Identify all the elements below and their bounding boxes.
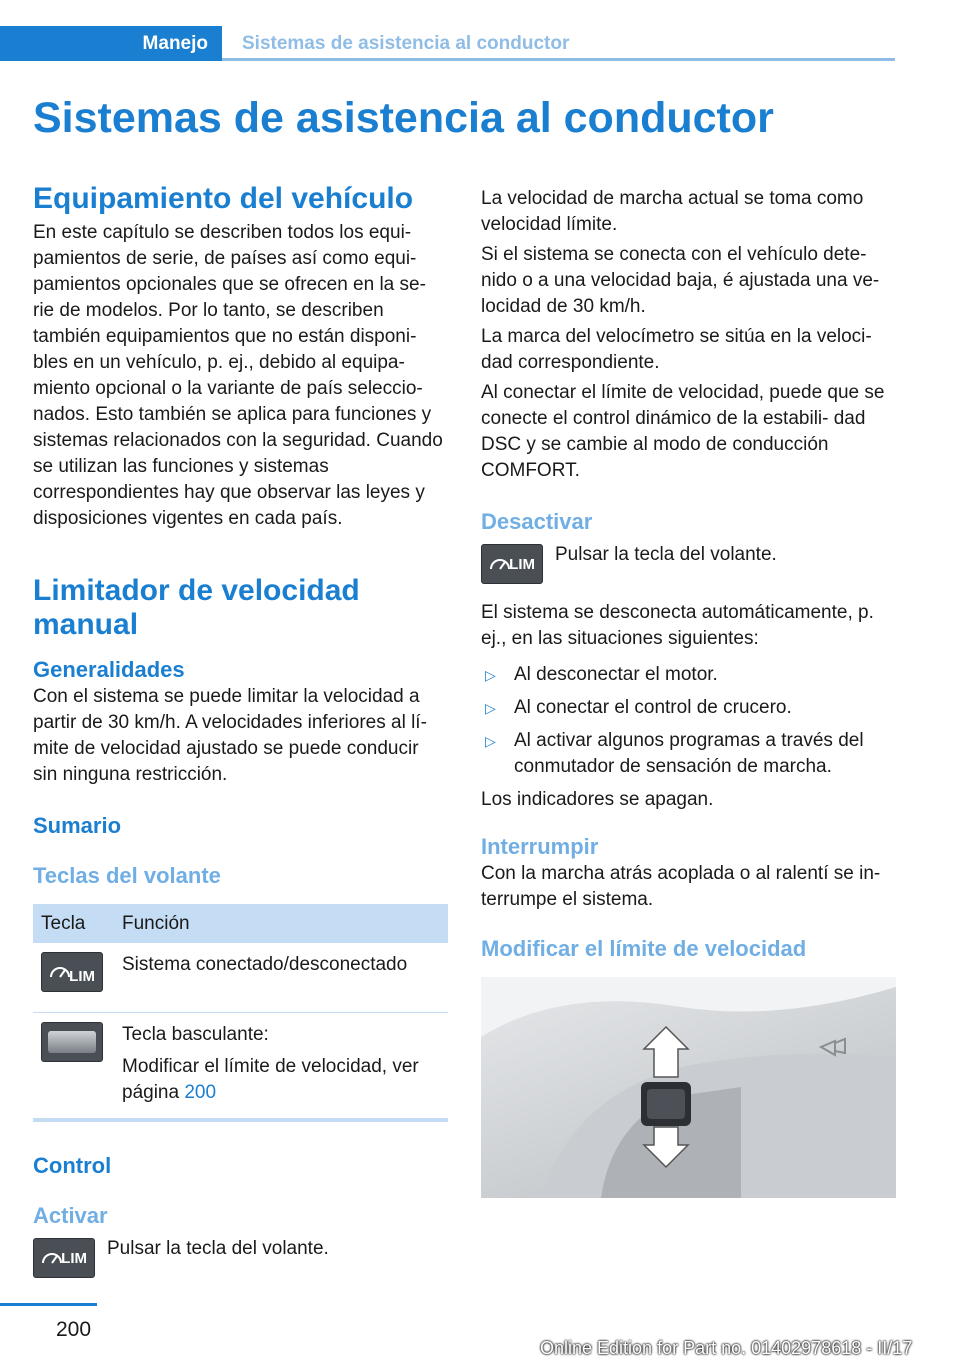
auto-off-list (481, 662, 896, 780)
activar-text: Pulsar la tecla del volante. (107, 1238, 329, 1259)
list-item (481, 728, 896, 780)
desactivar-text: Pulsar la tecla del volante. (555, 544, 777, 565)
rocker-label: Tecla basculante: (122, 1024, 269, 1045)
table-row (33, 943, 448, 1013)
lim-button-icon (481, 544, 543, 584)
right-paragraph-3: La marca del velocímetro se sitúa en la veloci- dad correspondiente. (481, 326, 872, 373)
page-title: Sistemas de asistencia al conductor (33, 94, 774, 142)
lim-label: LIM (509, 556, 535, 573)
list-item-text: Al activar algunos programas a través del conmutador de sensación de marcha. (514, 730, 864, 777)
list-item-text: Al conectar el control de crucero. (514, 697, 792, 718)
header-section-title: Sistemas de asistencia al conductor (222, 26, 895, 61)
table-header-key: Tecla (33, 904, 117, 943)
edition-label: Online Edition for Part no. 01402978618 - II/17 (540, 1338, 913, 1358)
auto-off-paragraph: El sistema se desconecta automáticamente, p. ej., en las situaciones siguientes: (481, 602, 874, 649)
heading-interrumpir: Interrumpir (481, 834, 599, 859)
rocker-description (122, 1054, 448, 1106)
table-header-function: Función (117, 904, 448, 943)
right-column (481, 182, 896, 1198)
table-cell-function (117, 1013, 448, 1121)
heading-limitador: Limitador de velocidad manual (33, 574, 360, 641)
rocker-description-text: Modificar el límite de velocidad, ver página (122, 1056, 419, 1103)
triangle-bullet-icon: ▷ (485, 667, 496, 683)
list-item (481, 662, 896, 688)
heading-activar: Activar (33, 1203, 108, 1228)
right-paragraph-1: La velocidad de marcha actual se toma como velocidad límite. (481, 188, 864, 235)
heading-generalidades: Generalidades (33, 657, 185, 682)
heading-equipamiento: Equipamiento del vehículo (33, 182, 414, 215)
header-tab-label: Manejo (142, 33, 208, 54)
steering-wheel-image (481, 977, 896, 1198)
equip-paragraph: En este capítulo se describen todos los equi- pamientos de serie, de países así como equi- pamientos opcionales que se ofrecen en la se- rie de modelos. Por lo tanto, se describen también equipamientos que no están disponi- bles en un vehículo, p. ej., debido al equipa- miento opcional o la variante de país seleccio- nados. Esto también se aplica para funciones y sistemas relacionados con la seguridad. Cuando se utilizan las funciones y sistemas correspondientes hay que observar las leyes y disposiciones vigentes en cada país. (33, 222, 443, 529)
lim-label: LIM (69, 968, 95, 985)
list-item (481, 695, 896, 721)
heading-modificar: Modificar el límite de velocidad (481, 936, 807, 961)
page-link[interactable]: 200 (184, 1082, 217, 1103)
right-paragraph-4: Al conectar el límite de velocidad, puede que se conecte el control dinámico de la estabili- dad DSC y se cambie al modo de conducción COMFORT. (481, 382, 885, 481)
heading-control: Control (33, 1153, 112, 1178)
lim-button-icon (41, 952, 103, 992)
lim-label: LIM (61, 1250, 87, 1267)
table-cell-key (33, 1013, 117, 1121)
table-header-row (33, 904, 448, 943)
table-cell-function: Sistema conectado/desconectado (117, 943, 448, 1013)
desactivar-row (481, 544, 896, 584)
general-paragraph: Con el sistema se puede limitar la velocidad a partir de 30 km/h. A velocidades inferiores al lí- mite de velocidad ajustado se puede conducir sin ninguna restricción. (33, 686, 427, 785)
heading-sumario: Sumario (33, 813, 122, 838)
steering-wheel-illustration (481, 977, 896, 1198)
rocker-switch-icon (41, 1022, 103, 1062)
interrumpir-paragraph: Con la marcha atrás acoplada o al ralentí se in- terrumpe el sistema. (481, 863, 881, 910)
keys-table (33, 904, 448, 1122)
list-item-text: Al desconectar el motor. (514, 664, 718, 685)
heading-desactivar: Desactivar (481, 509, 593, 534)
table-row (33, 1013, 448, 1121)
right-paragraph-2: Si el sistema se conecta con el vehículo dete- nido o a una velocidad baja, é ajustada una ve- locidad de 30 km/h. (481, 244, 880, 317)
activar-row (33, 1238, 448, 1278)
page-number: 200 (56, 1318, 92, 1341)
table-cell-key (33, 943, 117, 1013)
footer-line (0, 1303, 97, 1306)
indicators-paragraph: Los indicadores se apagan. (481, 789, 714, 810)
triangle-bullet-icon: ▷ (485, 733, 496, 749)
heading-teclas-volante: Teclas del volante (33, 863, 221, 888)
left-column (33, 182, 448, 1278)
triangle-bullet-icon: ▷ (485, 700, 496, 716)
lim-button-icon (33, 1238, 95, 1278)
header-tab (0, 26, 222, 61)
